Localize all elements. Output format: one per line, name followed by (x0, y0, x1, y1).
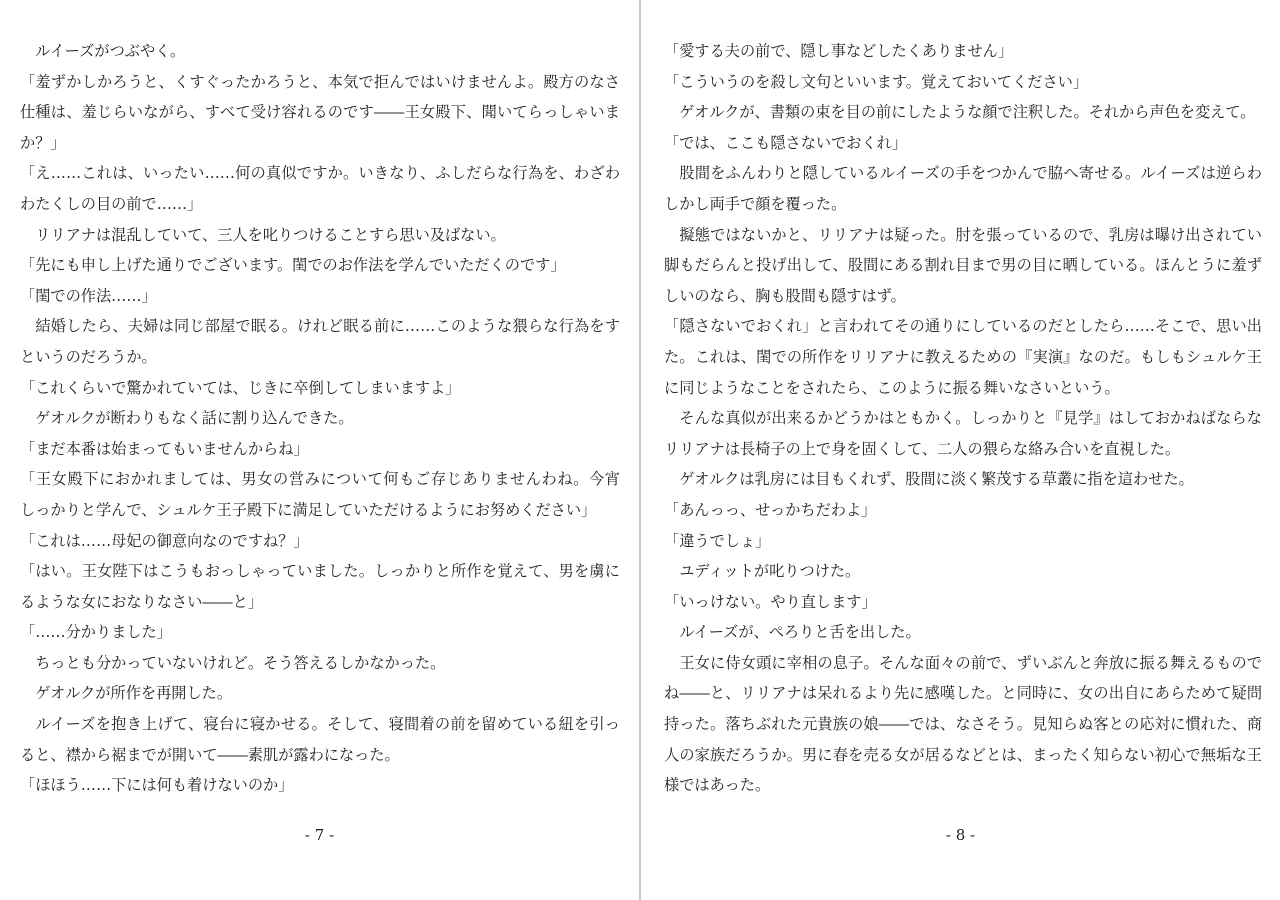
page-8 (641, 0, 1280, 900)
text-line: リリアナは混乱していて、三人を叱りつけることすら思い及ばない。 (20, 225, 506, 244)
text-line: しっかりと学んで、シュルケ王子殿下に満足していただけるようにお努めください」 (20, 500, 597, 519)
text-line: 人の家族だろうか。男に春を売る女が居るなどとは、まったく知らない初心で無垢な王 (664, 745, 1262, 764)
text-line: 股間をふんわりと隠しているルイーズの手をつかんで脇へ寄せる。ルイーズは逆らわ (679, 164, 1262, 183)
page-number: - 8 - (945, 826, 976, 844)
text-line: 王女に侍女頭に宰相の息子。そんな面々の前で、ずいぶんと奔放に振る舞えるもので (679, 653, 1262, 672)
page-7 (0, 0, 639, 900)
text-line: 「王女殿下におかれましては、男女の営みについて何もご存じありませんわね。今宵 (20, 470, 620, 489)
text-line: 様ではあった。 (664, 776, 771, 795)
text-line: 「いっけない。やり直します」 (664, 592, 877, 611)
text-line: ゲオルクは乳房には目もくれず、股間に淡く繁茂する草叢に指を這わせた。 (664, 470, 1194, 489)
text-line: 「はい。王女陛下はこうもおっしゃっていました。しっかりと所作を覚えて、男を虜に (20, 562, 620, 581)
page-number: - 7 - (304, 826, 335, 844)
text-line: 持った。落ちぶれた元貴族の娘――では、なさそう。見知らぬ客との応対に慣れた、商 (664, 715, 1262, 734)
text-line: 結婚したら、夫婦は同じ部屋で眠る。けれど眠る前に……このような猥らな行為をす (35, 317, 620, 336)
text-line: ね――と、リリアナは呆れるより先に感嘆した。と同時に、女の出自にあらためて疑問 (664, 684, 1262, 703)
text-line: 「これは……母妃の御意向なのですね？」 (20, 531, 309, 550)
text-line: 「愛する夫の前で、隠し事などしたくありません」 (664, 42, 1014, 60)
text-line: るような女におなりなさい――と」 (20, 592, 263, 611)
text-line: というのだろうか。 (20, 347, 157, 366)
text-line: 「ほほう……下には何も着けないのか」 (20, 776, 294, 795)
text-line: わたくしの目の前で……」 (20, 194, 203, 213)
text-line: 「まだ本番は始まってもいませんからね」 (20, 439, 309, 458)
page-8-text (664, 36, 1262, 801)
text-line: 「こういうのを殺し文句といいます。覚えておいてください」 (664, 72, 1089, 91)
text-line: 「あんっっ、せっかちだわよ」 (664, 500, 877, 519)
text-line: 「これくらいで驚かれていては、じきに卒倒してしまいますよ」 (20, 378, 461, 397)
text-line: 「え……これは、いったい……何の真似ですか。いきなり、ふしだらな行為を、わざわ (20, 164, 620, 183)
text-line: そんな真似が出来るかどうかはともかく。しっかりと『見学』はしておかねばならな (679, 409, 1262, 428)
text-line: 「……分かりました」 (20, 623, 172, 642)
text-line: ルイーズが、ぺろりと舌を出した。 (664, 623, 921, 642)
text-line: ゲオルクが所作を再開した。 (20, 684, 233, 703)
text-line: しかし両手で顔を覆った。 (664, 194, 847, 213)
text-line: 脚もだらんと投げ出して、股間にある割れ目まで男の目に晒している。ほんとうに羞ず (664, 256, 1262, 275)
text-line: ると、襟から裾までが開いて――素肌が露わになった。 (20, 745, 400, 764)
text-line: 「先にも申し上げた通りでございます。閨でのお作法を学んでいただくのです」 (20, 256, 566, 275)
text-line: に同じようなことをされたら、このように振る舞いなさいという。 (664, 378, 1120, 397)
text-line: リリアナは長椅子の上で身を固くして、二人の猥らな絡み合いを直視した。 (664, 439, 1181, 458)
text-line: 仕種は、羞じらいながら、すべて受け容れるのです――王女殿下、聞いてらっしゃいま (20, 103, 620, 122)
text-line: 「では、ここも隠さないでおくれ」 (664, 133, 907, 152)
text-line: か？」 (20, 133, 66, 152)
text-line: 「羞ずかしかろうと、くすぐったかろうと、本気で拒んではいけませんよ。殿方のなさ (20, 72, 620, 91)
text-line: ルイーズがつぶやく。 (20, 42, 186, 60)
text-line: ゲオルクが、書類の束を目の前にしたような顔で注釈した。それから声色を変えて。 (664, 103, 1256, 122)
text-line: ユディットが叱りつけた。 (664, 562, 861, 581)
text-line: 擬態ではないかと、リリアナは疑った。肘を張っているので、乳房は曝け出されてい (679, 225, 1262, 244)
text-line: しいのなら、胸も股間も隠すはず。 (664, 286, 906, 305)
text-line: ルイーズを抱き上げて、寝台に寝かせる。そして、寝間着の前を留めている紐を引っ (35, 715, 620, 734)
text-line: 「違うでしょ」 (664, 531, 771, 550)
page-7-text (20, 36, 620, 801)
text-line: ちっとも分かっていないけれど。そう答えるしかなかった。 (20, 653, 446, 672)
text-line: ゲオルクが断わりもなく話に割り込んできた。 (20, 409, 354, 428)
text-line: 「閨での作法……」 (20, 286, 157, 305)
text-line: 「隠さないでおくれ」と言われてその通りにしているのだとしたら……そこで、思い出 (664, 317, 1262, 336)
text-line: た。これは、閨での所作をリリアナに教えるための『実演』なのだ。もしもシュルケ王 (664, 347, 1262, 366)
